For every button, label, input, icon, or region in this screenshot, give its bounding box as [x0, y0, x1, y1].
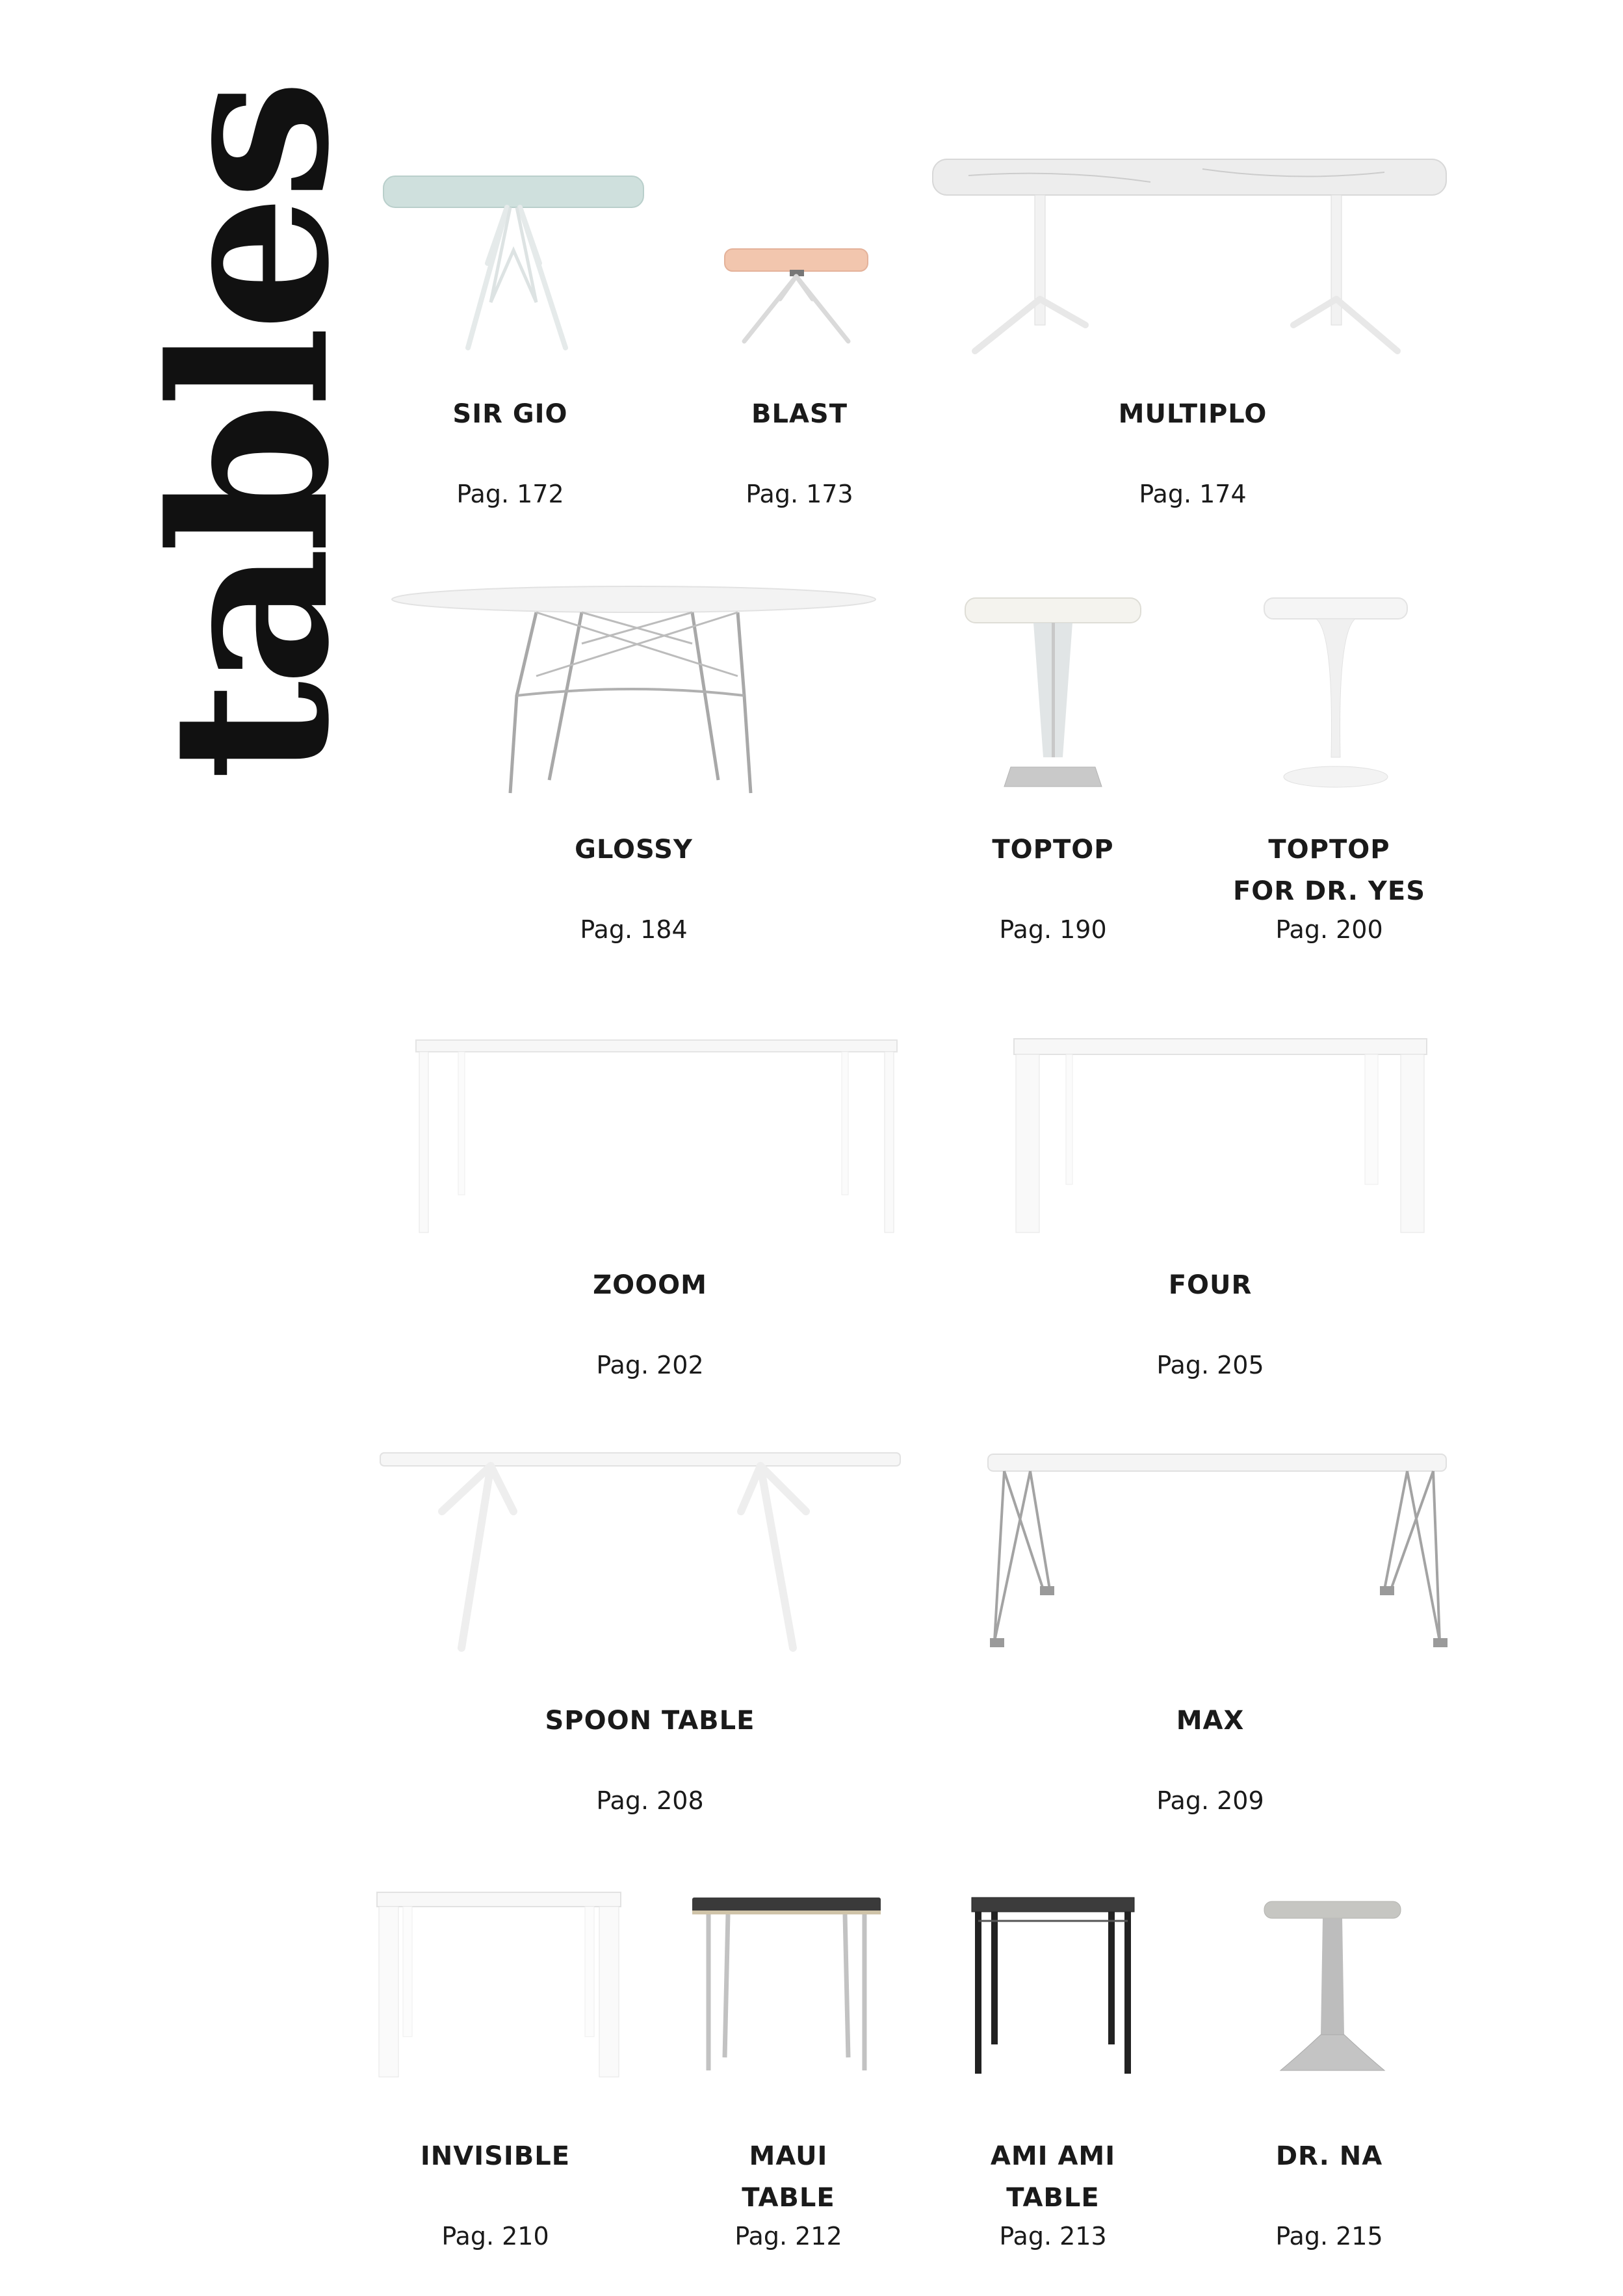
ami-ami-table-image	[968, 1895, 1137, 2080]
product-name: GLOSSY	[575, 835, 693, 865]
page-reference: Pag. 215	[1275, 2222, 1383, 2250]
max-table-image	[985, 1446, 1449, 1654]
sir-gio-product	[354, 393, 666, 508]
invisible-product	[339, 2135, 651, 2250]
product-name-line2: TABLE	[742, 2183, 835, 2213]
blast-product	[643, 393, 955, 508]
product-name-line1: TOPTOP	[1268, 835, 1390, 865]
product-name: MULTIPLO	[1118, 399, 1267, 429]
invisible-table-image	[374, 1888, 624, 2080]
page-reference: Pag. 190	[999, 915, 1107, 944]
maui-table-image	[689, 1895, 884, 2080]
four-product	[1054, 1264, 1366, 1379]
product-name: FOUR	[1168, 1270, 1253, 1300]
four-table-image	[1011, 1034, 1430, 1235]
ami-ami-table-product	[897, 2135, 1209, 2250]
page-reference: Pag. 173	[746, 480, 853, 508]
dr-na-product	[1173, 2135, 1485, 2250]
product-name: INVISIBLE	[420, 2141, 571, 2171]
product-name: MAX	[1176, 1706, 1245, 1736]
glossy-table-image	[387, 585, 881, 800]
max-product	[1054, 1700, 1366, 1815]
multiplo-product	[1037, 393, 1349, 508]
toptop-dr-yes-product	[1173, 829, 1485, 944]
spoon-table-image	[377, 1446, 903, 1654]
toptop-product	[897, 829, 1209, 944]
product-name-line2: TABLE	[1006, 2183, 1100, 2213]
sir-gio-table-image	[377, 172, 650, 354]
page-reference: Pag. 210	[441, 2222, 549, 2250]
toptop-dr-yes-table-image	[1261, 595, 1410, 790]
page-reference: Pag. 209	[1156, 1786, 1264, 1815]
product-name-line1: AMI AMI	[990, 2141, 1116, 2171]
spoon-table-product	[494, 1700, 806, 1815]
section-title: tables	[124, 84, 376, 780]
page-reference: Pag. 205	[1156, 1351, 1264, 1379]
product-name: SIR GIO	[452, 399, 568, 429]
product-name: BLAST	[751, 399, 848, 429]
blast-table-image	[718, 244, 874, 354]
page-reference: Pag. 172	[456, 480, 564, 508]
product-name: DR. NA	[1275, 2141, 1383, 2171]
product-name-line1: MAUI	[749, 2141, 828, 2171]
glossy-product	[478, 829, 790, 944]
product-name: SPOON TABLE	[545, 1706, 755, 1736]
product-name: TOPTOP	[992, 835, 1114, 865]
page-reference: Pag. 213	[999, 2222, 1107, 2250]
page-reference: Pag. 200	[1275, 915, 1383, 944]
page-reference: Pag. 202	[596, 1351, 704, 1379]
product-name-line2: FOR DR. YES	[1232, 876, 1426, 906]
page-reference: Pag. 208	[596, 1786, 704, 1815]
page-reference: Pag. 174	[1139, 480, 1247, 508]
toptop-table-image	[962, 595, 1144, 790]
zooom-product	[494, 1264, 806, 1379]
page-reference: Pag. 184	[580, 915, 688, 944]
page-reference: Pag. 212	[734, 2222, 842, 2250]
zooom-table-image	[413, 1034, 900, 1235]
dr-na-table-image	[1261, 1898, 1404, 2080]
product-name: ZOOOM	[593, 1270, 707, 1300]
multiplo-table-image	[929, 156, 1449, 364]
